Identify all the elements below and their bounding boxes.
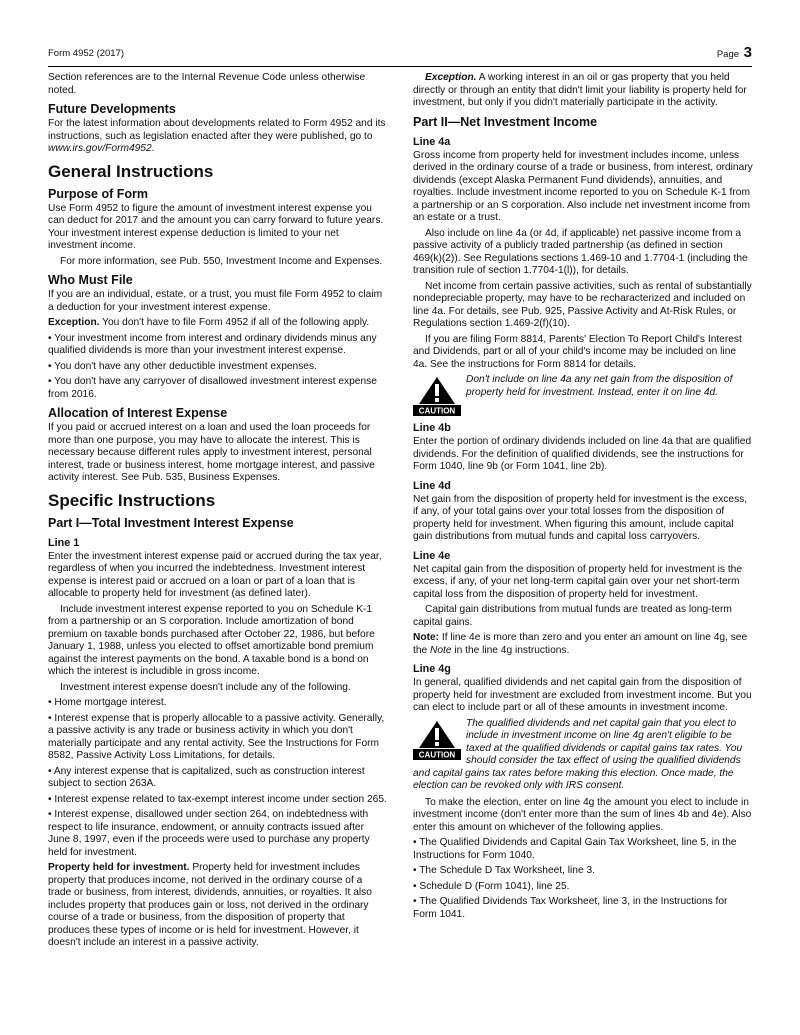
- form-url-link[interactable]: www.irs.gov/Form4952: [48, 143, 152, 154]
- line4b-heading: Line 4b: [413, 422, 451, 434]
- exception-bullet: • You don't have any carryover of disallowed investment interest expense from 2016.: [48, 376, 377, 400]
- intro-text: Section references are to the Internal Revenue Code unless otherwise noted.: [48, 72, 366, 96]
- form-id: Form 4952 (2017): [48, 48, 125, 59]
- allocation-heading: Allocation of Interest Expense: [48, 406, 228, 420]
- line1-paragraph: Include investment interest expense reported to you on Schedule K-1 from a partnership or an S corporation. Include amortization of bond premium on taxable bonds purchased after October 22, 1986, but before January 1, 1988, unless you elected to offset amortizable bond premium against the interest payments on the bond. A taxable bond is a bond on which the interest is includible in gross income.: [48, 603, 375, 677]
- line4e-paragraph: Net capital gain from the disposition of property held for investment is the excess, if any, of your net long-term capital gain over your net short-term capital loss from the disposition of property held for investment.: [413, 563, 742, 600]
- caution-label: CAUTION: [418, 406, 456, 416]
- allocation-paragraph: If you paid or accrued interest on a loan and used the loan proceeds for more than one purpose, you may have to allocate the interest. This is necessary because different rules apply to investment interest, personal interest, trade or business interest, home mortgage interest, and passive activity interest. See Pub. 535, Business Expenses.: [48, 422, 375, 483]
- part2-heading: Part II—Net Investment Income: [413, 114, 598, 129]
- page-label: Page: [716, 49, 740, 60]
- line4e-paragraph: Capital gain distributions from mutual funds are treated as long-term capital gains.: [413, 604, 732, 628]
- line1-bullet: • Interest expense, disallowed under section 264, on indebtedness with respect to life insurance, endowment, or annuity contracts issued after June 8, 1997, even if the proceeds were used to purchase any property held for investment.: [48, 809, 370, 858]
- line4g-heading: Line 4g: [413, 663, 451, 675]
- page-header: [48, 44, 752, 64]
- line4b-paragraph: Enter the portion of ordinary dividends included on line 4a that are qualified dividends. For the definition of qualified dividends, see the instructions for Form 1040, line 9b (or Form 1041, line 2b).: [413, 436, 752, 472]
- right-column: [413, 72, 753, 924]
- purpose-paragraph: For more information, see Pub. 550, Investment Income and Expenses.: [60, 255, 383, 267]
- specific-instructions-heading: Specific Instructions: [48, 490, 216, 510]
- line4g-bullet: • The Qualified Dividends Tax Worksheet, line 3, in the Instructions for Form 1041.: [413, 896, 728, 920]
- left-column: [48, 72, 388, 953]
- caution-text: Don't include on line 4a any net gain from the disposition of property held for investment. Instead, enter it on line 4d.: [466, 374, 733, 398]
- line1-bullet: • Interest expense related to tax-exempt interest income under section 265.: [48, 793, 387, 805]
- line4a-heading: Line 4a: [413, 135, 451, 148]
- caution-icon: [413, 376, 461, 416]
- line4a-paragraph: If you are filing Form 8814, Parents' Election To Report Child's Interest and Dividends, part or all of your child's income may be included on line 4a. See the instructions for Form 8814 for details.: [413, 333, 742, 370]
- note-paragraph: Note: If line 4e is more than zero and you enter an amount on line 4g, see the Note in the line 4g instructions.: [413, 632, 748, 656]
- line1-bullet: • Home mortgage interest.: [48, 697, 167, 708]
- line4a-paragraph: Gross income from property held for investment includes income, unless derived in the ordinary course of a trade or business, from interest, ordinary dividends (except Alaska Permanent Fund dividends), annuities, and royalties. Include investment income reported to you on Schedule K-1 from a partnership or an S corporation. Also include net investment income from an estate or a trust.: [413, 149, 753, 223]
- exception2-paragraph: Exception. A working interest in an oil or gas property that you held directly or through an entity that didn't limit your liability is property held for investment, but only if you didn't materially participate in the activity.: [413, 72, 747, 108]
- caution-text: The qualified dividends and net capital gain that you elect to include in investment income on line 4g aren't eligible to be taxed at the qualified dividends or capital gains tax rates. You should consider the tax effect of using the qualified dividends and capital gains tax rates before making this election. Once made, the election can be revoked only with IRS consent.: [413, 717, 743, 791]
- line1-heading: Line 1: [48, 536, 80, 549]
- line4g-paragraph: In general, qualified dividends and net capital gain from the disposition of property held for investment are excluded from investment income. But you can elect to include part or all of these amounts in investment income.: [413, 677, 752, 713]
- general-instructions-heading: General Instructions: [48, 161, 214, 181]
- line4a-paragraph: Net income from certain passive activities, such as rental of substantially nondepreciable property, may have to be recharacterized and included on line 4a. For details, see Pub. 925, Passive Activity and At-Risk Rules, or Regulations section 1.469-2(f)(10).: [413, 280, 752, 329]
- line4d-heading: Line 4d: [413, 479, 451, 492]
- page-number: 3: [743, 44, 752, 61]
- line4g-bullet: • The Qualified Dividends and Capital Gain Tax Worksheet, line 5, in the Instructions for Form 1040.: [413, 837, 737, 861]
- line1-paragraph: Investment interest expense doesn't include any of the following.: [60, 681, 351, 693]
- caution-icon: [413, 720, 461, 760]
- future-developments-text: For the latest information about developments related to Form 4952 and its instructions, such as legislation enacted after they were published, go to www.irs.gov/Form4952.: [48, 118, 386, 154]
- line4g-bullet: • The Schedule D Tax Worksheet, line 3.: [413, 865, 595, 876]
- exception-bullet: • You don't have any other deductible investment expenses.: [48, 360, 317, 372]
- future-developments-heading: Future Developments: [48, 102, 176, 116]
- page-indicator: [717, 44, 752, 61]
- exception-bullet: • Your investment income from interest and ordinary dividends minus any qualified dividends is more than your investment interest expense.: [48, 332, 377, 356]
- line1-paragraph: Enter the investment interest expense paid or accrued during the tax year, regardless of when you incurred the indebtedness. Investment interest expense is interest paid or accrued on a loan or part of a loan that is allocable to property held for investment (as defined later).: [48, 550, 382, 599]
- part1-heading: Part I—Total Investment Interest Expense: [48, 515, 294, 530]
- line4e-heading: Line 4e: [413, 549, 451, 562]
- caution-label: CAUTION: [418, 750, 456, 759]
- header-rule: [48, 66, 752, 67]
- line4a-paragraph: Also include on line 4a (or 4d, if applicable) net passive income from a passive activity of a publicly traded partnership (as defined in section 469(k)(2)). See Regulations sections 1.469-10 and 1.7704-1 (including the transition rule of section 1.7704-1(l)), for details.: [413, 227, 748, 276]
- who-must-file-heading: Who Must File: [48, 273, 133, 287]
- caution-note: [413, 718, 753, 793]
- who-must-file-paragraph: If you are an individual, estate, or a trust, you must file Form 4952 to claim a deduction for your investment interest expense.: [48, 289, 383, 313]
- line1-bullet: • Interest expense that is properly allocable to a passive activity. Generally, a passive activity is any trade or business activity in which you don't materially participate and any rental activity. See the Instructions for Form 8582, Passive Activity Loss Limitations, for details.: [48, 712, 385, 761]
- line4g-paragraph: To make the election, enter on line 4g the amount you elect to include in investment income (don't enter more than the sum of lines 4b and 4e). Also enter this amount on whichever of the following applies.: [413, 796, 752, 833]
- line1-bullet: • Any interest expense that is capitalized, such as construction interest subject to section 263A.: [48, 765, 365, 789]
- purpose-heading: Purpose of Form: [48, 186, 149, 201]
- line4g-bullet: • Schedule D (Form 1041), line 25.: [413, 880, 570, 892]
- caution-note: [413, 374, 753, 416]
- line4d-paragraph: Net gain from the disposition of property held for investment is the excess, if any, of your total gains over your total losses from the disposition of property held for investment. When figuring this amount, include capital gain distributions from mutual funds and capital loss carryovers.: [413, 493, 748, 542]
- property-paragraph: Property held for investment. Property held for investment includes property that produces income, not derived in the ordinary course of a trade or business, from interest, dividends, annuities, or royalties. It also includes property that produces gain or loss, not derived in the ordinary course of a trade or business, from the disposition of property that produces these types of income or is held for investment. However, it doesn't include an interest in a passive activity.: [48, 862, 372, 948]
- exception-paragraph: Exception. You don't have to file Form 4952 if all of the following apply.: [48, 317, 370, 328]
- purpose-paragraph: Use Form 4952 to figure the amount of investment interest expense you can deduct for 2017 and the amount you can carry forward to future years. Your investment interest expense deduction is limited to your net investment income.: [48, 202, 384, 251]
